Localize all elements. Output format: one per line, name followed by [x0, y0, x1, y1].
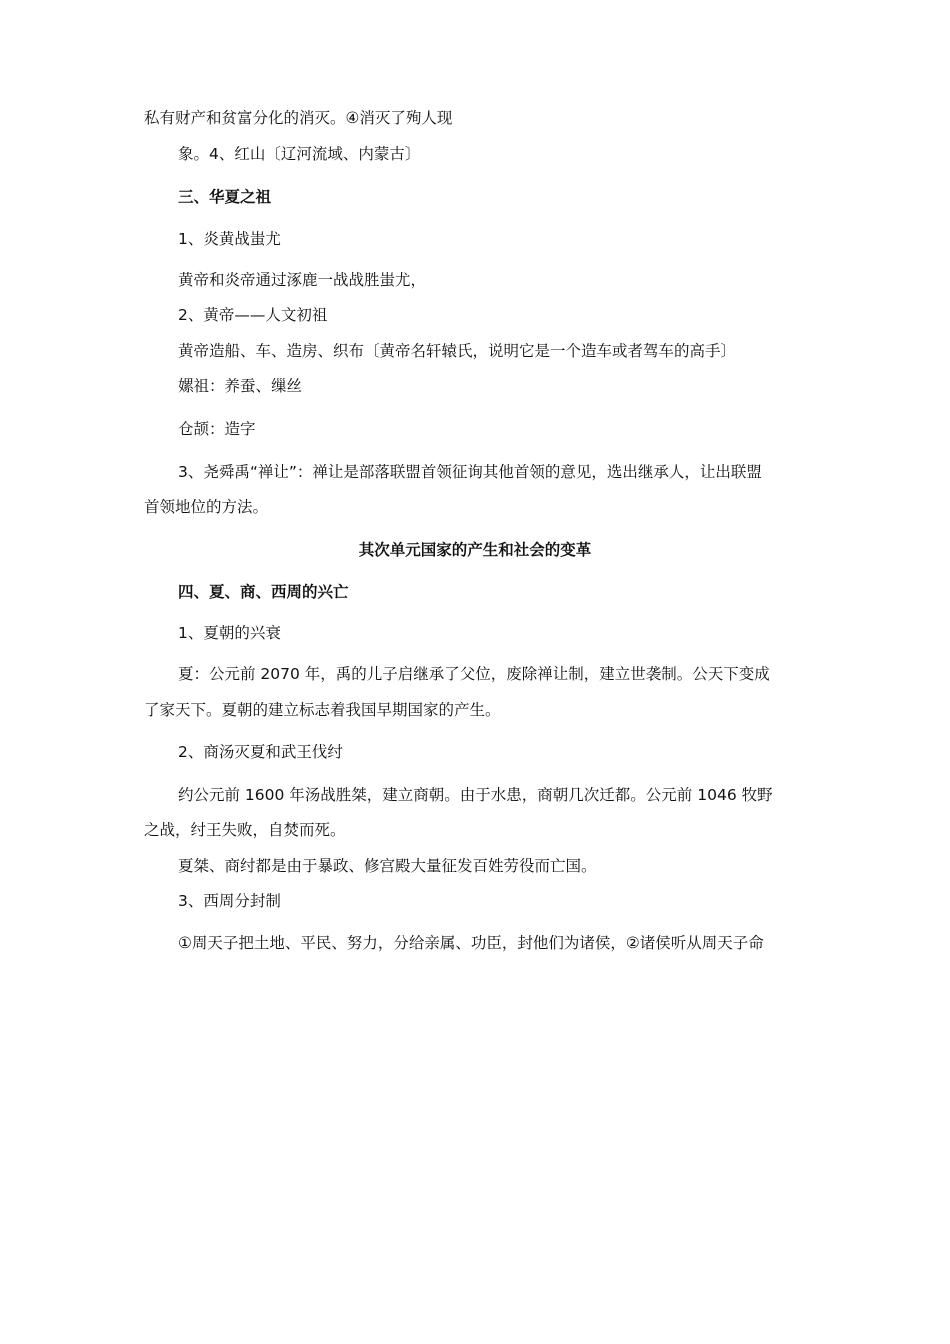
- text-line-shang: 约公元前 1600 年汤战胜桀，建立商朝。由于水患，商朝几次迁都。公元前 1046 牧野: [178, 786, 773, 804]
- subheading-yanhuang: 1、炎黄战蚩尤: [178, 230, 281, 248]
- subheading-shangtang: 2、商汤灭夏和武王伐纣: [178, 743, 343, 761]
- text-line-cangjie: 仓颉：造字: [178, 420, 256, 438]
- section-heading-xia-shang-zhou: 四、夏、商、西周的兴亡: [178, 583, 349, 601]
- text-line-shanrang-cont: 首领地位的方法。: [144, 498, 269, 516]
- subheading-huangdi: 2、黄帝——人文初祖: [178, 306, 328, 324]
- section-heading-huaxia: 三、华夏之祖: [178, 188, 272, 206]
- text-line-jie-zhou: 夏桀、商纣都是由于暴政、修宫殿大量征发百姓劳役而亡国。: [178, 857, 597, 875]
- text-line-shang-cont: 之战，纣王失败，自焚而死。: [144, 821, 346, 839]
- text-line-fenfeng: ①周天子把土地、平民、努力，分给亲属、功臣，封他们为诸侯，②诸侯听从周天子命: [178, 934, 764, 952]
- text-line-shanrang: 3、尧舜禹“禅让”：禅让是部落联盟首领征询其他首领的意见，选出继承人，让出联盟: [178, 463, 762, 481]
- text-line-huangdi-inventions: 黄帝造船、车、造房、织布〔黄帝名轩辕氏，说明它是一个造车或者驾车的高手〕: [178, 342, 737, 360]
- subheading-xizhou: 3、西周分封制: [178, 892, 281, 910]
- text-line-leizu: 嫘祖：养蚕、缫丝: [178, 377, 303, 395]
- text-line-zhuolu: 黄帝和炎帝通过涿鹿一战战胜蚩尤，: [178, 271, 427, 289]
- text-line-private-property: 私有财产和贫富分化的消灭。④消灭了殉人现: [144, 109, 453, 127]
- text-line-xia-cont: 了家天下。夏朝的建立标志着我国早期国家的产生。: [144, 701, 501, 719]
- subheading-xia: 1、夏朝的兴衰: [178, 624, 281, 642]
- text-line-hongshan: 象。4、红山〔辽河流域、内蒙古〕: [178, 145, 421, 163]
- unit-title: 其次单元国家的产生和社会的变革: [358, 541, 592, 559]
- text-line-xia: 夏：公元前 2070 年，禹的儿子启继承了父位，废除禅让制，建立世袭制。公天下变成: [178, 665, 770, 683]
